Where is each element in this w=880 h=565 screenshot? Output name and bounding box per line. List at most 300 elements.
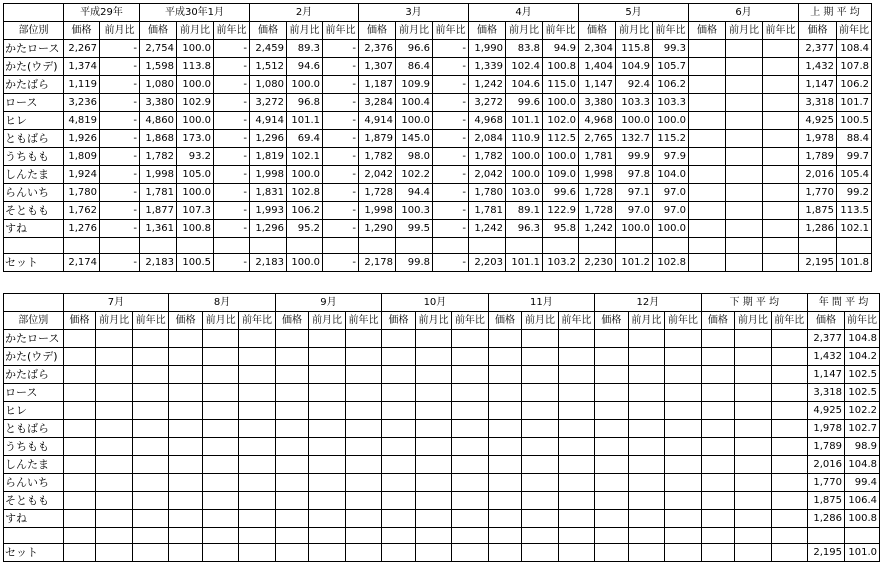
empty-cell — [309, 474, 345, 492]
value-cell: 1,782 — [469, 148, 506, 166]
empty-cell — [689, 238, 726, 254]
empty-cell — [132, 528, 168, 544]
spacer-row — [4, 238, 872, 254]
value-cell: 1,307 — [359, 58, 396, 76]
value-cell: 100.8 — [177, 220, 214, 238]
value-cell: - — [100, 76, 140, 94]
empty-cell — [345, 456, 381, 474]
empty-cell — [488, 420, 522, 438]
empty-cell — [595, 510, 629, 528]
annual-price: 2,016 — [808, 456, 845, 474]
empty-cell — [665, 544, 701, 562]
value-cell: 113.8 — [177, 58, 214, 76]
value-cell: 1,809 — [64, 148, 100, 166]
sub-header: 前年比 — [665, 312, 701, 330]
value-cell: 2,267 — [64, 40, 100, 58]
value-cell: 4,914 — [359, 112, 396, 130]
part-name: ロース — [4, 94, 64, 112]
empty-cell — [595, 384, 629, 402]
month-header: 上 期 平 均 — [799, 4, 872, 22]
part-name: かた(ウデ) — [4, 348, 64, 366]
value-cell: 105.4 — [837, 166, 872, 184]
empty-cell — [701, 384, 735, 402]
value-cell: 1,432 — [799, 58, 837, 76]
value-cell: 100.0 — [543, 94, 579, 112]
corner-cell — [4, 294, 64, 312]
empty-cell — [382, 330, 416, 348]
empty-cell — [169, 474, 203, 492]
empty-cell — [628, 438, 664, 456]
empty-cell — [433, 238, 469, 254]
value-cell: 102.2 — [396, 166, 433, 184]
value-cell: 1,998 — [250, 166, 287, 184]
empty-cell — [132, 366, 168, 384]
value-cell: - — [433, 202, 469, 220]
sub-header: 前月比 — [616, 22, 653, 40]
value-cell: 99.2 — [837, 184, 872, 202]
empty-cell — [522, 420, 558, 438]
value-cell: 2,174 — [64, 254, 100, 272]
value-cell: 97.9 — [653, 148, 689, 166]
value-cell: 96.6 — [396, 40, 433, 58]
empty-cell — [558, 510, 594, 528]
table-row — [4, 474, 880, 492]
empty-cell — [452, 348, 488, 366]
empty-cell — [202, 510, 238, 528]
empty-cell — [382, 348, 416, 366]
empty-cell — [522, 528, 558, 544]
empty-cell — [452, 438, 488, 456]
value-cell: 1,780 — [64, 184, 100, 202]
empty-cell — [799, 238, 837, 254]
value-cell: 100.0 — [177, 76, 214, 94]
month-header: 3月 — [359, 4, 469, 22]
empty-cell — [628, 544, 664, 562]
annual-price: 1,432 — [808, 348, 845, 366]
empty-cell — [309, 528, 345, 544]
empty-cell — [701, 492, 735, 510]
value-cell: 4,925 — [799, 112, 837, 130]
value-cell: 1,296 — [250, 130, 287, 148]
annual-price: 4,925 — [808, 402, 845, 420]
value-cell: 1,242 — [469, 76, 506, 94]
empty-cell — [415, 438, 451, 456]
empty-cell — [202, 438, 238, 456]
empty-cell — [488, 528, 522, 544]
value-cell: 2,195 — [799, 254, 837, 272]
sub-header: 前月比 — [396, 22, 433, 40]
value-cell: 2,203 — [469, 254, 506, 272]
value-cell: 2,459 — [250, 40, 287, 58]
sub-header: 前月比 — [96, 312, 132, 330]
empty-cell — [4, 238, 64, 254]
empty-cell — [701, 420, 735, 438]
empty-cell — [452, 366, 488, 384]
empty-cell — [140, 238, 177, 254]
value-cell: - — [214, 112, 250, 130]
part-column-header: 部位別 — [4, 22, 64, 40]
empty-cell — [771, 330, 807, 348]
value-cell: 101.1 — [506, 254, 543, 272]
empty-cell — [595, 456, 629, 474]
empty-cell — [665, 510, 701, 528]
sub-header: 価格 — [169, 312, 203, 330]
sub-header: 前月比 — [415, 312, 451, 330]
annual-prev-year: 106.4 — [845, 492, 880, 510]
value-cell: 2,084 — [469, 130, 506, 148]
sub-header: 価格 — [250, 22, 287, 40]
value-cell: 1,926 — [64, 130, 100, 148]
value-cell: - — [433, 40, 469, 58]
empty-cell — [323, 238, 359, 254]
empty-cell — [415, 420, 451, 438]
value-cell: 109.9 — [396, 76, 433, 94]
empty-cell — [169, 544, 203, 562]
empty-cell — [275, 438, 309, 456]
value-cell: - — [433, 220, 469, 238]
value-cell: 145.0 — [396, 130, 433, 148]
value-cell — [726, 148, 763, 166]
value-cell: - — [323, 202, 359, 220]
empty-cell — [415, 366, 451, 384]
empty-cell — [239, 420, 275, 438]
value-cell: 100.0 — [506, 148, 543, 166]
empty-cell — [382, 366, 416, 384]
value-cell: 105.0 — [177, 166, 214, 184]
empty-cell — [169, 528, 203, 544]
sub-header: 前年比 — [763, 22, 799, 40]
empty-cell — [701, 348, 735, 366]
sub-header: 価格 — [382, 312, 416, 330]
sub-header: 価格 — [579, 22, 616, 40]
part-name: すね — [4, 220, 64, 238]
empty-cell — [452, 510, 488, 528]
empty-cell — [275, 544, 309, 562]
part-name: かたばら — [4, 76, 64, 94]
set-row — [4, 544, 880, 562]
empty-cell — [132, 544, 168, 562]
empty-cell — [239, 384, 275, 402]
empty-cell — [382, 456, 416, 474]
value-cell: 102.0 — [543, 112, 579, 130]
empty-cell — [522, 474, 558, 492]
value-cell: - — [433, 76, 469, 94]
value-cell: 1,286 — [799, 220, 837, 238]
value-cell: - — [323, 220, 359, 238]
value-cell — [763, 130, 799, 148]
value-cell: 1,990 — [469, 40, 506, 58]
empty-cell — [239, 528, 275, 544]
annual-prev-year: 104.8 — [845, 330, 880, 348]
empty-cell — [202, 366, 238, 384]
value-cell: 89.1 — [506, 202, 543, 220]
table-row — [4, 40, 872, 58]
value-cell: 1,998 — [359, 202, 396, 220]
part-column-header: 部位別 — [4, 312, 64, 330]
value-cell: - — [433, 130, 469, 148]
empty-cell — [735, 510, 771, 528]
empty-cell — [239, 330, 275, 348]
value-cell — [689, 166, 726, 184]
value-cell: 2,765 — [579, 130, 616, 148]
empty-cell — [558, 348, 594, 366]
value-cell: 69.4 — [287, 130, 323, 148]
value-cell: - — [214, 76, 250, 94]
value-cell — [726, 130, 763, 148]
value-cell: 1,770 — [799, 184, 837, 202]
empty-cell — [63, 528, 96, 544]
value-cell: 100.0 — [616, 220, 653, 238]
empty-cell — [345, 348, 381, 366]
empty-cell — [239, 402, 275, 420]
empty-cell — [169, 438, 203, 456]
set-label: セット — [4, 544, 64, 562]
value-cell: 102.4 — [506, 58, 543, 76]
annual-prev-year: 102.5 — [845, 384, 880, 402]
empty-cell — [169, 420, 203, 438]
value-cell: 1,242 — [469, 220, 506, 238]
empty-cell — [595, 330, 629, 348]
value-cell: 100.0 — [287, 166, 323, 184]
value-cell: 122.9 — [543, 202, 579, 220]
empty-cell — [239, 456, 275, 474]
value-cell: - — [214, 166, 250, 184]
sub-header: 価格 — [595, 312, 629, 330]
empty-cell — [701, 366, 735, 384]
annual-price: 2,195 — [808, 544, 845, 562]
value-cell: 1,789 — [799, 148, 837, 166]
value-cell: 100.3 — [396, 202, 433, 220]
value-cell: - — [323, 40, 359, 58]
value-cell: - — [214, 94, 250, 112]
corner-cell — [4, 4, 64, 22]
empty-cell — [309, 492, 345, 510]
value-cell: 100.0 — [287, 76, 323, 94]
value-cell — [689, 58, 726, 76]
empty-cell — [701, 402, 735, 420]
value-cell: 104.6 — [506, 76, 543, 94]
value-cell: 102.9 — [177, 94, 214, 112]
empty-cell — [275, 420, 309, 438]
empty-cell — [415, 384, 451, 402]
empty-cell — [275, 492, 309, 510]
part-name: ロース — [4, 384, 64, 402]
value-cell: 99.7 — [837, 148, 872, 166]
empty-cell — [845, 528, 880, 544]
value-cell: - — [214, 148, 250, 166]
table-row — [4, 492, 880, 510]
value-cell — [726, 220, 763, 238]
empty-cell — [595, 528, 629, 544]
value-cell — [763, 220, 799, 238]
empty-cell — [558, 474, 594, 492]
empty-cell — [595, 438, 629, 456]
empty-cell — [415, 348, 451, 366]
annual-prev-year: 104.2 — [845, 348, 880, 366]
empty-cell — [202, 330, 238, 348]
value-cell: 99.9 — [616, 148, 653, 166]
empty-cell — [488, 384, 522, 402]
empty-cell — [771, 384, 807, 402]
empty-cell — [345, 420, 381, 438]
empty-cell — [771, 492, 807, 510]
price-table-first-half — [3, 3, 872, 272]
annual-prev-year: 101.0 — [845, 544, 880, 562]
empty-cell — [169, 348, 203, 366]
empty-cell — [522, 456, 558, 474]
value-cell: - — [323, 76, 359, 94]
sub-header: 前月比 — [522, 312, 558, 330]
value-cell — [726, 254, 763, 272]
sub-header: 価格 — [488, 312, 522, 330]
value-cell: 88.4 — [837, 130, 872, 148]
value-cell: 106.2 — [653, 76, 689, 94]
empty-cell — [202, 528, 238, 544]
value-cell: 3,318 — [799, 94, 837, 112]
month-header: 8月 — [169, 294, 275, 312]
empty-cell — [452, 456, 488, 474]
value-cell: 4,968 — [469, 112, 506, 130]
empty-cell — [665, 348, 701, 366]
value-cell: 3,236 — [64, 94, 100, 112]
value-cell: 1,242 — [579, 220, 616, 238]
empty-cell — [309, 348, 345, 366]
empty-cell — [522, 438, 558, 456]
value-cell — [689, 254, 726, 272]
sub-header: 価格 — [63, 312, 96, 330]
table-row — [4, 402, 880, 420]
month-header: 10月 — [382, 294, 488, 312]
value-cell: 3,272 — [250, 94, 287, 112]
empty-cell — [558, 330, 594, 348]
table-row — [4, 366, 880, 384]
empty-cell — [595, 402, 629, 420]
value-cell: 115.0 — [543, 76, 579, 94]
sub-header: 価格 — [799, 22, 837, 40]
value-cell: 100.0 — [396, 112, 433, 130]
empty-cell — [628, 420, 664, 438]
table-row — [4, 94, 872, 112]
empty-cell — [202, 348, 238, 366]
value-cell — [763, 148, 799, 166]
empty-cell — [345, 544, 381, 562]
table-row — [4, 420, 880, 438]
sub-header: 前年比 — [433, 22, 469, 40]
value-cell: 92.4 — [616, 76, 653, 94]
empty-cell — [64, 238, 100, 254]
empty-cell — [63, 402, 96, 420]
empty-cell — [275, 474, 309, 492]
value-cell: 94.4 — [396, 184, 433, 202]
empty-cell — [169, 492, 203, 510]
empty-cell — [275, 402, 309, 420]
value-cell: 107.3 — [177, 202, 214, 220]
month-header: 平成29年 — [64, 4, 140, 22]
sub-header: 価格 — [64, 22, 100, 40]
value-cell: 108.4 — [837, 40, 872, 58]
annual-price: 1,147 — [808, 366, 845, 384]
table-row — [4, 330, 880, 348]
empty-cell — [522, 544, 558, 562]
empty-cell — [735, 330, 771, 348]
empty-cell — [665, 384, 701, 402]
empty-cell — [177, 238, 214, 254]
empty-cell — [595, 366, 629, 384]
value-cell: 2,042 — [469, 166, 506, 184]
empty-cell — [558, 544, 594, 562]
value-cell: 104.0 — [653, 166, 689, 184]
empty-cell — [239, 544, 275, 562]
value-cell: - — [323, 58, 359, 76]
value-cell: 103.2 — [543, 254, 579, 272]
value-cell: - — [323, 94, 359, 112]
value-cell: - — [214, 220, 250, 238]
empty-cell — [239, 366, 275, 384]
empty-cell — [522, 402, 558, 420]
empty-cell — [595, 420, 629, 438]
value-cell: 1,868 — [140, 130, 177, 148]
value-cell: - — [100, 130, 140, 148]
value-cell — [726, 112, 763, 130]
part-name: らんいち — [4, 184, 64, 202]
value-cell: 99.3 — [653, 40, 689, 58]
value-cell: 1,782 — [140, 148, 177, 166]
empty-cell — [735, 544, 771, 562]
empty-cell — [169, 330, 203, 348]
value-cell: 100.0 — [177, 184, 214, 202]
value-cell: 97.1 — [616, 184, 653, 202]
empty-cell — [96, 544, 132, 562]
value-cell: 97.8 — [616, 166, 653, 184]
empty-cell — [382, 528, 416, 544]
month-header: 11月 — [488, 294, 594, 312]
value-cell: 94.6 — [287, 58, 323, 76]
empty-cell — [132, 384, 168, 402]
empty-cell — [415, 330, 451, 348]
value-cell: 101.8 — [837, 254, 872, 272]
value-cell: 1,993 — [250, 202, 287, 220]
value-cell: 86.4 — [396, 58, 433, 76]
value-cell: 99.6 — [543, 184, 579, 202]
value-cell — [763, 112, 799, 130]
empty-cell — [382, 384, 416, 402]
value-cell: 95.2 — [287, 220, 323, 238]
empty-cell — [132, 474, 168, 492]
empty-cell — [169, 456, 203, 474]
value-cell — [726, 40, 763, 58]
value-cell: 1,781 — [140, 184, 177, 202]
value-cell: 1,119 — [64, 76, 100, 94]
empty-cell — [665, 456, 701, 474]
value-cell: 102.1 — [287, 148, 323, 166]
empty-cell — [96, 402, 132, 420]
empty-cell — [345, 474, 381, 492]
month-header: 4月 — [469, 4, 579, 22]
part-name: かたロース — [4, 40, 64, 58]
table-row — [4, 510, 880, 528]
value-cell: 115.2 — [653, 130, 689, 148]
value-cell: 106.2 — [287, 202, 323, 220]
set-row — [4, 254, 872, 272]
value-cell — [689, 202, 726, 220]
empty-cell — [63, 492, 96, 510]
value-cell: 100.5 — [837, 112, 872, 130]
annual-prev-year: 102.7 — [845, 420, 880, 438]
annual-price: 1,978 — [808, 420, 845, 438]
value-cell: 1,781 — [579, 148, 616, 166]
month-header: 12月 — [595, 294, 701, 312]
sub-header: 前年比 — [845, 312, 880, 330]
